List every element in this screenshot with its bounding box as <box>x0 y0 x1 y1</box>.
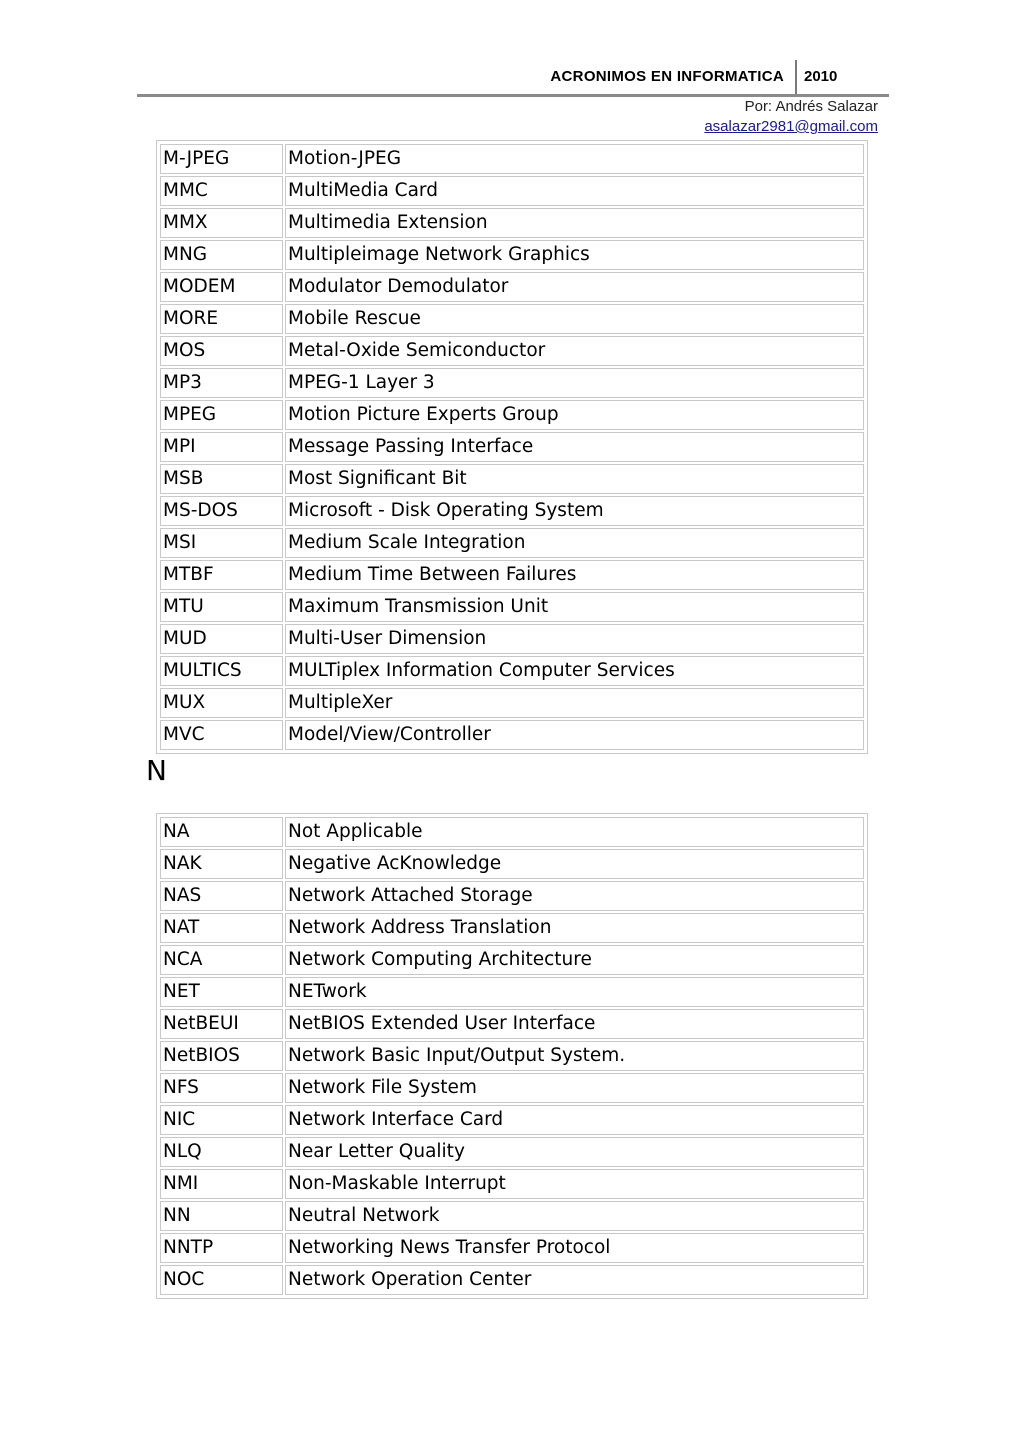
acronym-table-n <box>156 813 868 1299</box>
meaning-cell: MULTiplex Information Computer Services <box>285 656 864 686</box>
acronym-cell: MNG <box>160 240 283 270</box>
author-email-link[interactable]: asalazar2981@gmail.com <box>704 118 878 135</box>
meaning-cell: Model/View/Controller <box>285 720 864 750</box>
table-row <box>159 303 865 335</box>
table-row <box>159 559 865 591</box>
acronym-table-m <box>156 140 868 754</box>
meaning-cell: Network Interface Card <box>285 1105 864 1135</box>
acronym-cell: NN <box>160 1201 283 1231</box>
table-row <box>159 495 865 527</box>
table-row <box>159 1008 865 1040</box>
acronym-cell: MPEG <box>160 400 283 430</box>
header-divider <box>795 60 797 96</box>
acronym-cell: NetBIOS <box>160 1041 283 1071</box>
acronym-cell: MORE <box>160 304 283 334</box>
table-row <box>159 271 865 303</box>
acronym-cell: NA <box>160 817 283 847</box>
meaning-cell: NETwork <box>285 977 864 1007</box>
meaning-cell: Network Basic Input/Output System. <box>285 1041 864 1071</box>
meaning-cell: Modulator Demodulator <box>285 272 864 302</box>
meaning-cell: Network File System <box>285 1073 864 1103</box>
acronym-cell: NET <box>160 977 283 1007</box>
acronym-cell: NAT <box>160 913 283 943</box>
meaning-cell: Most Significant Bit <box>285 464 864 494</box>
table-row <box>159 527 865 559</box>
table-row <box>159 816 865 848</box>
meaning-cell: Multipleimage Network Graphics <box>285 240 864 270</box>
meaning-cell: Medium Scale Integration <box>285 528 864 558</box>
acronym-cell: NIC <box>160 1105 283 1135</box>
document-year: 2010 <box>804 68 838 85</box>
table-row <box>159 143 865 175</box>
meaning-cell: Maximum Transmission Unit <box>285 592 864 622</box>
acronym-cell: MUD <box>160 624 283 654</box>
meaning-cell: Network Attached Storage <box>285 881 864 911</box>
table-row <box>159 1200 865 1232</box>
table-row <box>159 1040 865 1072</box>
meaning-cell: Mobile Rescue <box>285 304 864 334</box>
meaning-cell: Non-Maskable Interrupt <box>285 1169 864 1199</box>
meaning-cell: Motion Picture Experts Group <box>285 400 864 430</box>
acronym-cell: NOC <box>160 1265 283 1295</box>
acronym-cell: MULTICS <box>160 656 283 686</box>
table-row <box>159 399 865 431</box>
meaning-cell: Near Letter Quality <box>285 1137 864 1167</box>
table-row <box>159 976 865 1008</box>
table-row <box>159 1104 865 1136</box>
meaning-cell: Medium Time Between Failures <box>285 560 864 590</box>
meaning-cell: Motion-JPEG <box>285 144 864 174</box>
acronym-cell: M-JPEG <box>160 144 283 174</box>
table-row <box>159 335 865 367</box>
meaning-cell: Network Address Translation <box>285 913 864 943</box>
meaning-cell: Message Passing Interface <box>285 432 864 462</box>
author-line: Por: Andrés Salazar <box>744 98 878 115</box>
acronym-cell: NFS <box>160 1073 283 1103</box>
acronym-cell: NAS <box>160 881 283 911</box>
acronym-cell: MSI <box>160 528 283 558</box>
table-row <box>159 1264 865 1296</box>
acronym-cell: NLQ <box>160 1137 283 1167</box>
meaning-cell: Network Computing Architecture <box>285 945 864 975</box>
acronym-cell: NCA <box>160 945 283 975</box>
table-row <box>159 719 865 751</box>
section-letter-n: N <box>146 754 167 787</box>
meaning-cell: Multimedia Extension <box>285 208 864 238</box>
table-row <box>159 848 865 880</box>
table-row <box>159 239 865 271</box>
table-row <box>159 655 865 687</box>
meaning-cell: NetBIOS Extended User Interface <box>285 1009 864 1039</box>
meaning-cell: MultipleXer <box>285 688 864 718</box>
table-row <box>159 1072 865 1104</box>
table-row <box>159 207 865 239</box>
acronym-cell: NAK <box>160 849 283 879</box>
meaning-cell: Multi-User Dimension <box>285 624 864 654</box>
acronym-cell: MTBF <box>160 560 283 590</box>
acronym-cell: MUX <box>160 688 283 718</box>
table-row <box>159 367 865 399</box>
table-row <box>159 880 865 912</box>
table-row <box>159 1232 865 1264</box>
table-row <box>159 431 865 463</box>
acronym-cell: MP3 <box>160 368 283 398</box>
acronym-cell: NMI <box>160 1169 283 1199</box>
table-row <box>159 463 865 495</box>
meaning-cell: MPEG-1 Layer 3 <box>285 368 864 398</box>
table-row <box>159 912 865 944</box>
acronym-cell: NNTP <box>160 1233 283 1263</box>
header-rule <box>137 94 889 97</box>
meaning-cell: Metal-Oxide Semiconductor <box>285 336 864 366</box>
acronym-cell: MOS <box>160 336 283 366</box>
table-row <box>159 1168 865 1200</box>
acronym-cell: MMC <box>160 176 283 206</box>
page-header <box>137 60 889 96</box>
table-row <box>159 591 865 623</box>
meaning-cell: MultiMedia Card <box>285 176 864 206</box>
acronym-cell: NetBEUI <box>160 1009 283 1039</box>
table-row <box>159 944 865 976</box>
acronym-cell: MVC <box>160 720 283 750</box>
document-title: ACRONIMOS EN INFORMATICA <box>550 68 784 85</box>
acronym-cell: MS-DOS <box>160 496 283 526</box>
acronym-cell: MODEM <box>160 272 283 302</box>
table-row <box>159 687 865 719</box>
meaning-cell: Not Applicable <box>285 817 864 847</box>
acronym-cell: MSB <box>160 464 283 494</box>
meaning-cell: Network Operation Center <box>285 1265 864 1295</box>
meaning-cell: Negative AcKnowledge <box>285 849 864 879</box>
meaning-cell: Neutral Network <box>285 1201 864 1231</box>
table-row <box>159 1136 865 1168</box>
meaning-cell: Microsoft - Disk Operating System <box>285 496 864 526</box>
acronym-cell: MMX <box>160 208 283 238</box>
meaning-cell: Networking News Transfer Protocol <box>285 1233 864 1263</box>
acronym-cell: MTU <box>160 592 283 622</box>
table-row <box>159 623 865 655</box>
acronym-cell: MPI <box>160 432 283 462</box>
table-row <box>159 175 865 207</box>
